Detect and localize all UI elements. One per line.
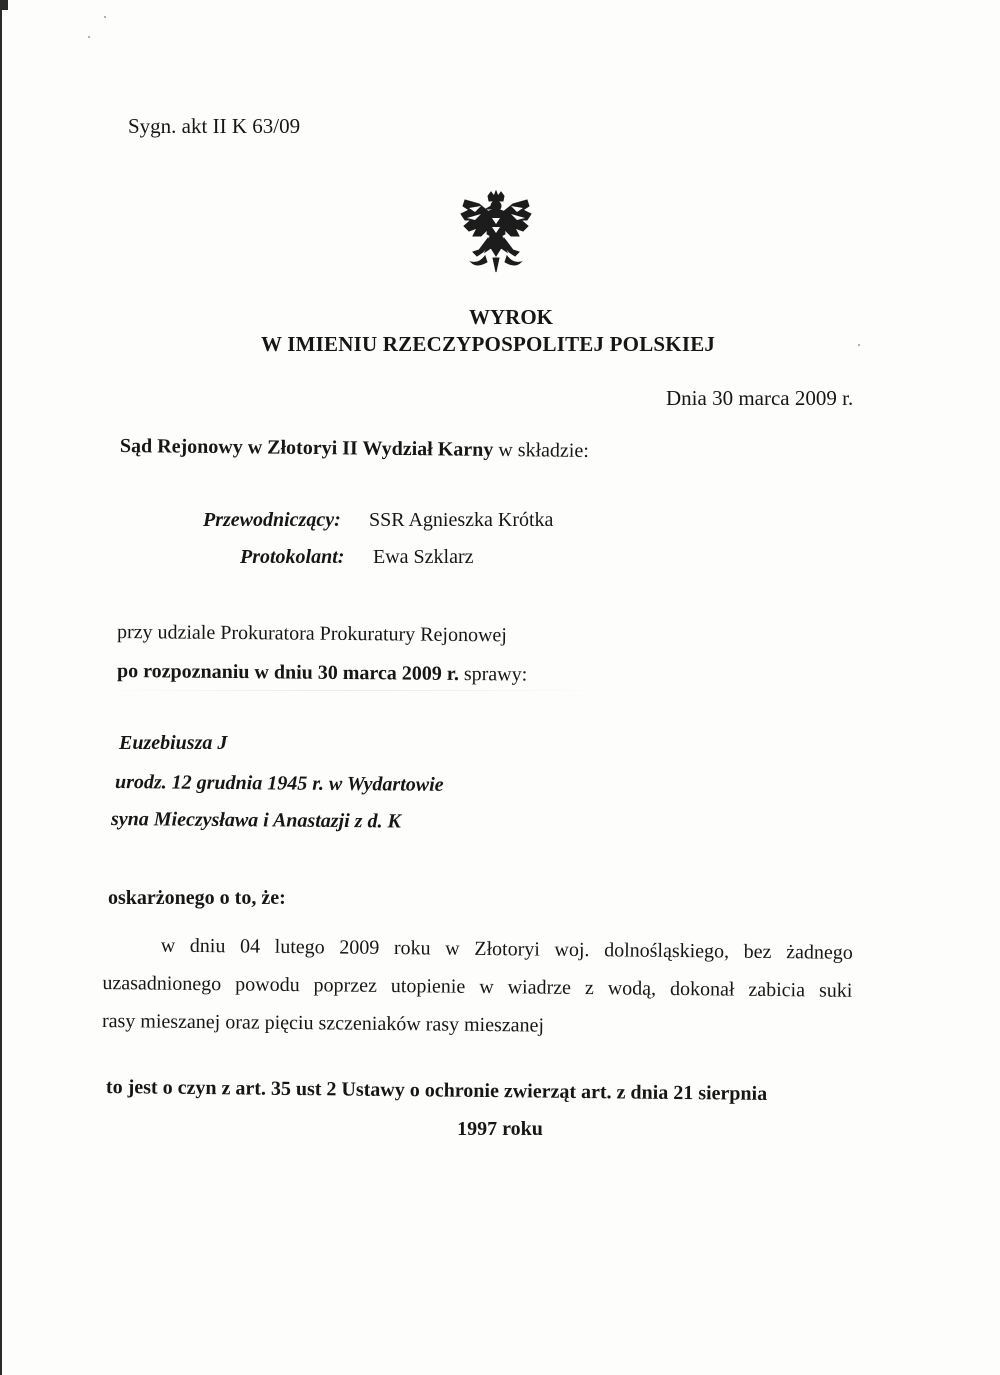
polish-eagle-emblem-icon xyxy=(455,190,537,276)
court-line xyxy=(120,434,589,463)
court-name: Sąd Rejonowy w Złotoryi II Wydział Karny xyxy=(119,435,494,461)
accused-heading: oskarżonego o to, że: xyxy=(108,887,286,909)
hearing-date: po rozpoznaniu w dniu 30 marca 2009 r. xyxy=(116,660,459,685)
paper-fold xyxy=(90,690,610,691)
presiding-judge-value: SSR Agnieszka Krótka xyxy=(369,509,554,531)
scan-edge xyxy=(0,0,2,1375)
defendant-name: Euzebiusza J xyxy=(119,732,228,754)
verdict-title: WYROK xyxy=(469,305,553,329)
scan-speck xyxy=(858,344,860,346)
court-clerk-value: Ewa Szklarz xyxy=(373,546,474,568)
court-clerk-label: Protokolant: xyxy=(240,546,345,568)
defendant-birth: urodz. 12 grudnia 1945 r. w Wydartowie xyxy=(114,771,444,796)
hearing-suffix: sprawy: xyxy=(458,662,528,686)
presiding-judge-label: Przewodniczący: xyxy=(203,509,341,531)
charge-paragraph xyxy=(102,926,853,1048)
verdict-subtitle: W IMIENIU RZECZYPOSPOLITEJ POLSKIEJ xyxy=(261,332,716,356)
charge-line: uzasadnionego powodu poprzez utopienie w wiadrze z wodą, dokonał zabicia suki xyxy=(102,971,853,1002)
charge-line: w dniu 04 lutego 2009 roku w Złotoryi woj. dolnośląskiego, bez żadnego xyxy=(160,934,853,964)
charge-line: rasy mieszanej oraz pięciu szczeniaków rasy mieszanej xyxy=(101,1009,545,1037)
prosecutor-line: przy udziale Prokuratora Prokuratury Rejonowej xyxy=(116,621,507,647)
verdict-date: Dnia 30 marca 2009 r. xyxy=(666,386,854,410)
scan-speck xyxy=(88,36,90,38)
defendant-parents: syna Mieczysława i Anastazji z d. K xyxy=(110,808,401,833)
legal-basis-line: to jest o czyn z art. 35 ust 2 Ustawy o ochronie zwierząt art. z dnia 21 sierpnia xyxy=(105,1076,768,1105)
legal-basis-year: 1997 roku xyxy=(457,1118,543,1140)
case-reference: Sygn. akt II K 63/09 xyxy=(128,114,301,138)
scan-speck xyxy=(104,16,106,18)
scan-corner-mark xyxy=(2,0,8,10)
hearing-line xyxy=(117,659,527,687)
court-suffix: w składzie: xyxy=(493,438,589,462)
